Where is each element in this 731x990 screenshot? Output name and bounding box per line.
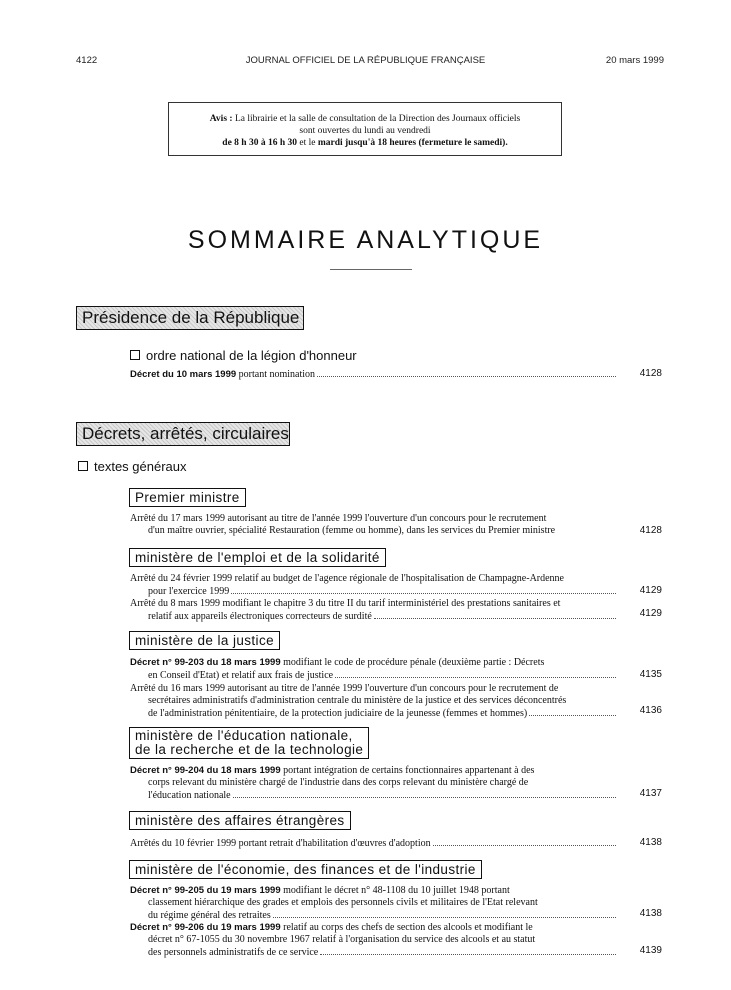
entry-etrangeres-1[interactable] [130, 837, 616, 850]
heading-line: de la recherche et de la technologie [135, 742, 364, 757]
page-title: SOMMAIRE ANALYTIQUE [187, 226, 544, 254]
notice-tuesday: mardi jusqu'à 18 heures (fermeture le samedi). [317, 138, 508, 148]
page-ref: 4129 [639, 585, 662, 596]
subheading-legion-honneur [130, 348, 357, 363]
entry-line: pour l'exercice 1999 [148, 586, 230, 597]
entry-line: modifiant le décret n° 48-1108 du 10 juillet 1948 portant [283, 885, 510, 896]
notice-line-2: sont ouvertes du lundi au vendredi [299, 126, 431, 136]
page-ref: 4139 [639, 945, 662, 956]
checkbox-square-icon [78, 461, 88, 471]
entry-text: portant nomination [238, 369, 316, 380]
page-ref: 4129 [639, 608, 662, 619]
entry-line: classement hiérarchique des grades et emplois des personnels civils et militaires de l'Etat relevant [148, 897, 538, 908]
page-ref: 4136 [639, 705, 662, 716]
entry-economie-2[interactable] [130, 922, 616, 959]
entry-line: modifiant le code de procédure pénale (deuxième partie : Décrets [283, 657, 545, 668]
section-banner-decrets: Décrets, arrêtés, circulaires [76, 422, 290, 446]
entry-line: l'éducation nationale [148, 790, 231, 801]
entry-emploi-1[interactable] [130, 573, 616, 598]
section-banner-presidence: Présidence de la République [76, 306, 304, 330]
entry-line: secrétaires administratifs d'administration centrale du ministère de la justice et des services déconcentrés [148, 695, 567, 706]
issue-date: 20 mars 1999 [605, 55, 664, 66]
entry-bold: Décret n° 99-205 du 19 mars 1999 [130, 885, 281, 896]
heading-line: ministère de l'éducation nationale, [135, 728, 353, 743]
entry-line: du régime général des retraites [148, 910, 271, 921]
page-ref: 4138 [639, 837, 662, 848]
entry-education-1[interactable] [130, 765, 616, 802]
entry-line: Arrêté du 16 mars 1999 autorisant au titre de l'année 1999 l'ouverture d'un concours pour le recrutement de [130, 683, 559, 694]
entry-legion-decree[interactable] [130, 368, 616, 381]
entry-line: des personnels administratifs de ce service [148, 947, 319, 958]
notice-box [168, 102, 562, 156]
subheading-text: ordre national de la légion d'honneur [146, 348, 357, 363]
subheading-textes-generaux [78, 459, 187, 474]
page-ref: 4138 [639, 908, 662, 919]
entry-emploi-2[interactable] [130, 598, 616, 623]
entry-justice-1[interactable] [130, 657, 616, 682]
page-ref: 4128 [639, 525, 662, 536]
entry-bold: Décret n° 99-203 du 18 mars 1999 [130, 657, 281, 668]
entry-line: d'un maître ouvrier, spécialité Restauration (femme ou homme), dans les services du Premier ministre [148, 525, 556, 536]
ministry-heading-premier: Premier ministre [129, 488, 246, 507]
title-rule [330, 269, 412, 270]
page-ref: 4137 [639, 788, 662, 799]
page-ref: 4135 [639, 669, 662, 680]
ministry-heading-education [129, 727, 369, 759]
entry-line: relatif au corps des chefs de section des alcools et modifiant le [283, 922, 533, 933]
notice-label: Avis : [209, 114, 233, 124]
entry-justice-2[interactable] [130, 683, 616, 720]
entry-line: Arrêtés du 10 février 1999 portant retrait d'habilitation d'œuvres d'adoption [130, 838, 431, 849]
ministry-heading-emploi: ministère de l'emploi et de la solidarité [129, 548, 386, 567]
entry-line: décret n° 67-1055 du 30 novembre 1967 relatif à l'organisation du service des alcools et au statut [148, 934, 536, 945]
page-ref: 4128 [639, 368, 662, 379]
notice-hours: de 8 h 30 à 16 h 30 [222, 138, 297, 148]
entry-premier-1[interactable] [130, 513, 616, 537]
subheading-text: textes généraux [94, 459, 187, 474]
entry-line: relatif aux appareils électroniques correcteurs de surdité [148, 611, 372, 622]
entry-bold: Décret n° 99-206 du 19 mars 1999 [130, 922, 281, 933]
entry-line: portant intégration de certains fonctionnaires appartenant à des [283, 765, 535, 776]
entry-line: de l'administration pénitentiaire, de la protection judiciaire de la jeunesse (femmes et hommes) [148, 708, 528, 719]
entry-economie-1[interactable] [130, 885, 616, 922]
entry-line: en Conseil d'Etat) et relatif aux frais de justice [148, 670, 334, 681]
ministry-heading-etrangeres: ministère des affaires étrangères [129, 811, 351, 830]
checkbox-square-icon [130, 350, 140, 360]
entry-line: Arrêté du 8 mars 1999 modifiant le chapitre 3 du titre II du tarif interministériel des prestations sanitaires et [130, 598, 561, 609]
page-number: 4122 [76, 55, 98, 66]
journal-title: JOURNAL OFFICIEL DE LA RÉPUBLIQUE FRANÇAISE [245, 55, 486, 66]
ministry-heading-economie: ministère de l'économie, des finances et de l'industrie [129, 860, 482, 879]
notice-connector: et le [299, 138, 316, 148]
entry-line: corps relevant du ministère chargé de l'industrie dans des corps relevant du ministère chargé de [148, 777, 529, 788]
entry-line: Arrêté du 24 février 1999 relatif au budget de l'agence régionale de l'hospitalisation de Champagne-Ardenne [130, 573, 564, 584]
ministry-heading-justice: ministère de la justice [129, 631, 280, 650]
notice-line-1: La librairie et la salle de consultation de la Direction des Journaux officiels [234, 114, 521, 124]
entry-bold: Décret n° 99-204 du 18 mars 1999 [130, 765, 281, 776]
entry-line: Arrêté du 17 mars 1999 autorisant au titre de l'année 1999 l'ouverture d'un concours pour le recrutement [130, 513, 547, 524]
entry-bold: Décret du 10 mars 1999 [130, 369, 237, 380]
